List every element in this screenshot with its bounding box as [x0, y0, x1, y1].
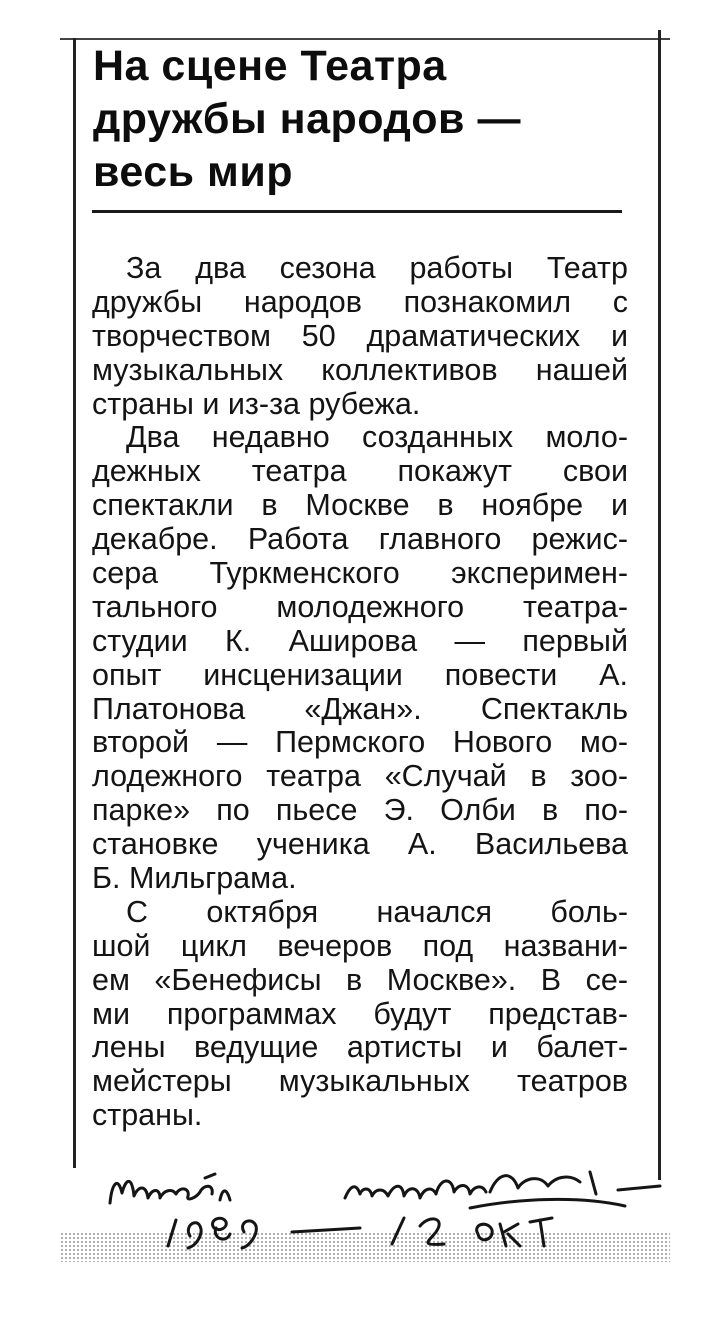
article-line: мейстеры музыкальных театров: [92, 1064, 628, 1099]
article-line: дежных театра покажут свои: [92, 454, 628, 489]
article-body: [92, 252, 628, 1133]
headline-divider: [92, 210, 622, 213]
article-line: творчеством 50 драматических и: [92, 318, 628, 353]
article-line: страны.: [92, 1098, 203, 1133]
article-line: студии К. Аширова — первый: [92, 623, 628, 658]
article-line: шой цикл вечеров под названи-: [92, 928, 628, 963]
article-line: сера Туркменского эксперимен-: [92, 556, 628, 591]
article-line: парке» по пьесе Э. Олби в по-: [92, 793, 628, 828]
headline-line: весь мир: [93, 148, 294, 196]
article-line: тального молодежного театра-: [92, 589, 628, 624]
article-line: лодежного театра «Случай в зоо-: [92, 759, 628, 794]
left-column-rule: [73, 38, 76, 1168]
article-line: декабре. Работа главного режис-: [92, 522, 628, 557]
article-line: становке ученика А. Васильева: [92, 827, 628, 862]
article-line: музыкальных коллективов нашей: [92, 352, 628, 387]
article-line: С октября начался боль-: [126, 894, 628, 929]
article-headline: [93, 40, 633, 199]
headline-line: На сцене Театра: [93, 42, 447, 90]
article-line: лены ведущие артисты и балет-: [92, 1030, 628, 1065]
right-column-rule: [658, 30, 661, 1180]
article-line: Два недавно созданных моло-: [126, 420, 628, 455]
article-line: Платонова «Джан». Спектакль: [92, 691, 628, 726]
article-line: страны и из-за рубежа.: [92, 386, 421, 421]
article-line: ем «Бенефисы в Москве». В се-: [92, 962, 628, 997]
article-line: второй — Пермского Нового мо-: [92, 725, 628, 760]
headline-line: дружбы народов —: [93, 95, 521, 143]
article-line: опыт инсценизации повести А.: [92, 657, 628, 692]
article-line: Б. Мильграма.: [92, 861, 297, 896]
article-line: ми программах будут представ-: [92, 996, 628, 1031]
article-line: спектакли в Москве в ноябре и: [92, 488, 628, 523]
article-line: дружбы народов познакомил с: [92, 284, 628, 319]
handwritten-source-note: [0, 1148, 713, 1268]
article-line: За два сезона работы Театр: [126, 251, 628, 285]
